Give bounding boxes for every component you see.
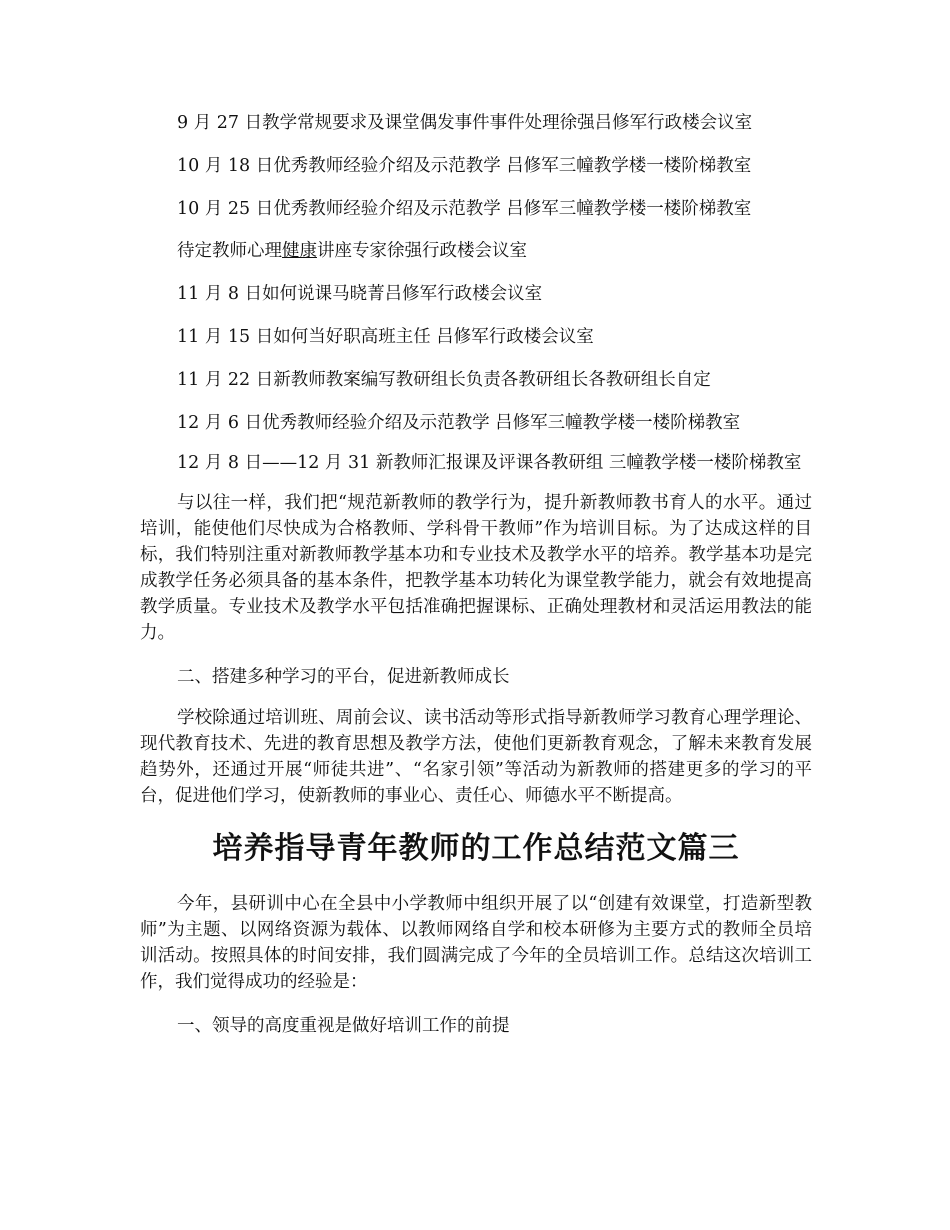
schedule-line-8: 12 月 6 日优秀教师经验介绍及示范教学 吕修军三幢教学楼一楼阶梯教室 — [177, 412, 741, 433]
subheading-leadership: 一、领导的高度重视是做好培训工作的前提 — [177, 1016, 510, 1037]
document-body — [140, 108, 812, 1054]
schedule-line-1: 9 月 27 日教学常规要求及课堂偶发事件事件处理徐强吕修军行政楼会议室 — [177, 113, 753, 133]
schedule-line-4-end: 讲座专家徐强行政楼会议室 — [317, 241, 527, 262]
schedule-line-6: 11 月 15 日如何当好职高班主任 吕修军行政楼会议室 — [177, 326, 594, 347]
schedule-line-4-start: 待定教师心理 — [177, 241, 282, 262]
schedule-line-3: 10 月 25 日优秀教师经验介绍及示范教学 吕修军三幢教学楼一楼阶梯教室 — [177, 198, 752, 219]
health-link[interactable]: 健康 — [282, 241, 317, 262]
schedule-line-2: 10 月 18 日优秀教师经验介绍及示范教学 吕修军三幢教学楼一楼阶梯教室 — [177, 155, 752, 176]
paragraph-training-goal: 与以往一样，我们把“规范新教师的教学行为，提升新教师教书育人的水平。通过培训，能使他们尽快成为合格教师、学科骨干教师”作为培训目标。为了达成这样的目标，我们特别注重对新教师教学基本功和专业技术及教学水平的培养。教学基本功是完成教学任务必须具备的基本条件，把教学基本功转化为课堂教学能力，就会有效地提高教学质量。专业技术及教学水平包括准确把握课标、正确处理教材和灵活运用教法的能力。 — [140, 493, 812, 644]
subheading-learning-platform: 二、搭建多种学习的平台，促进新教师成长 — [177, 667, 510, 688]
schedule-line-5: 11 月 8 日如何说课马晓菁吕修军行政楼会议室 — [177, 284, 543, 305]
schedule-line-7: 11 月 22 日新教师教案编写教研组长负责各教研组长各教研组长自定 — [177, 369, 711, 390]
section-heading: 培养指导青年教师的工作总结范文篇三 — [212, 831, 740, 867]
schedule-line-4 — [140, 236, 812, 266]
schedule-line-9: 12 月 8 日——12 月 31 新教师汇报课及评课各教研组 三幢教学楼一楼阶梯教室 — [177, 453, 802, 474]
paragraph-learning-platform: 学校除通过培训班、周前会议、读书活动等形式指导新教师学习教育心理学理论、现代教育技术、先进的教育思想及教学方法，使他们更新教育观念，了解未来教育发展趋势外，还通过开展“师徒共进”、“名家引领”等活动为新教师的搭建更多的学习的平台，促进他们学习，使新教师的事业心、责任心、师德水平不断提高。 — [140, 708, 812, 807]
paragraph-county-training: 今年，县研训中心在全县中小学教师中组织开展了以“创建有效课堂，打造新型教师”为主题、以网络资源为载体、以教师网络自学和校本研修为主要方式的教师全员培训活动。按照具体的时间安排，我们圆满完成了今年的全员培训工作。总结这次培训工作，我们觉得成功的经验是： — [140, 894, 812, 993]
